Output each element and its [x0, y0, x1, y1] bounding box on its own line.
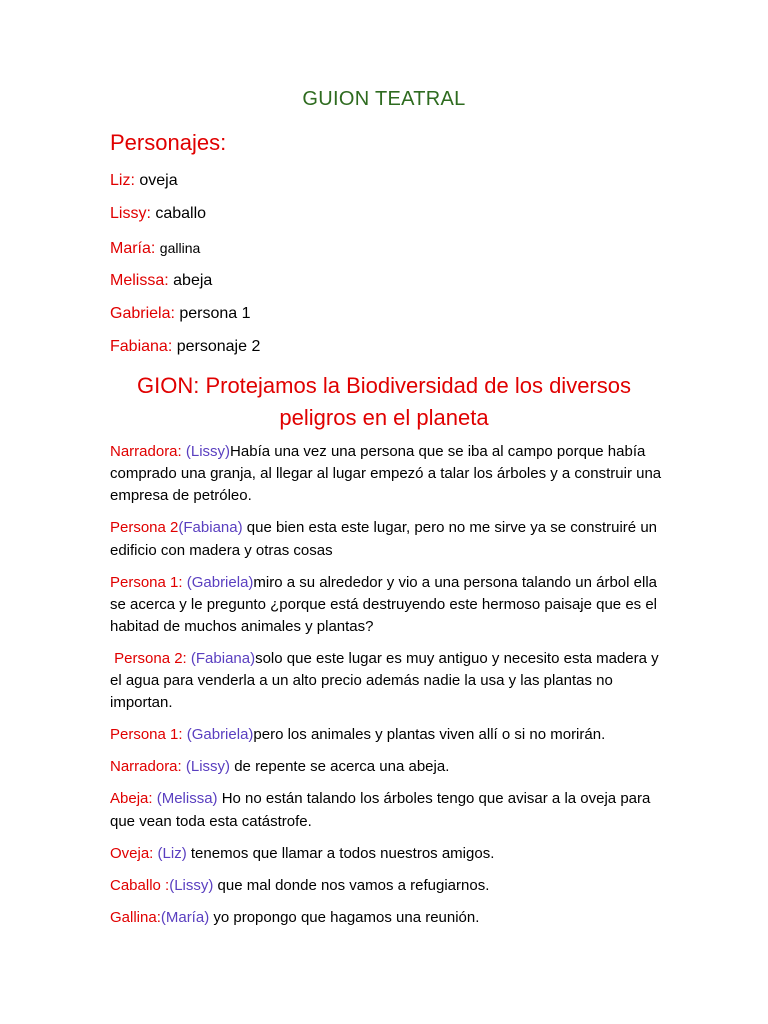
speaker-label: Caballo :: [110, 876, 170, 894]
dialogue-section: [110, 441, 662, 939]
line-text: que bien esta este lugar, pero no me sirve ya se construiré un edificio con madera y otras cosas: [110, 519, 657, 559]
character-name: Melissa:: [110, 271, 169, 289]
character-item: [110, 170, 260, 203]
actor-name: (Fabiana): [178, 519, 243, 537]
character-role: oveja: [139, 172, 178, 189]
character-role: persona 1: [179, 305, 251, 323]
speaker-label: Narradora:: [110, 758, 186, 776]
character-role: gallina: [159, 239, 201, 256]
actor-name: (Gabriela): [186, 726, 254, 744]
line-text: Ho no están talando los árboles tengo que avisar a la oveja para que vean toda esta catástrofe.: [110, 790, 651, 830]
actor-name: (Gabriela): [186, 573, 254, 591]
dialogue-line: [110, 907, 662, 929]
line-text: miro a su alrededor y vio a una persona talando un árbol ella se acerca y le pregunto ¿porque está destruyendo este hermoso paisaje que es el habitad de muchos animales y plantas?: [110, 573, 658, 636]
speaker-label: Narradora:: [110, 443, 186, 460]
character-name: Fabiana:: [110, 338, 173, 356]
character-item: [110, 203, 260, 236]
document-title: GUION TEATRAL: [302, 88, 466, 110]
character-item: [110, 336, 260, 369]
character-name: María:: [110, 239, 156, 257]
speaker-label: Persona 2:: [110, 650, 191, 668]
character-role: personaje 2: [176, 338, 261, 356]
actor-name: (Liz): [157, 844, 187, 862]
actor-name: (Melissa): [156, 790, 218, 808]
character-name: Lissy:: [110, 205, 151, 223]
speaker-label: Oveja:: [110, 844, 158, 862]
line-text: de repente se acerca una abeja.: [230, 758, 450, 776]
dialogue-line: [110, 788, 662, 832]
characters-heading: Personajes:: [110, 130, 227, 155]
actor-name: (Lissy): [185, 443, 231, 460]
character-item: [110, 270, 260, 303]
speaker-label: Persona 1:: [110, 573, 187, 591]
dialogue-line: [110, 572, 662, 639]
dialogue-line: [110, 648, 662, 715]
dialogue-line: [110, 441, 662, 508]
character-role: abeja: [173, 271, 213, 289]
line-text: tenemos que llamar a todos nuestros amigos.: [186, 844, 495, 862]
character-list: [110, 170, 260, 370]
line-text: que mal donde nos vamos a refugiarnos.: [213, 876, 490, 894]
speaker-label: Gallina:: [110, 908, 161, 926]
line-text: Había una vez una persona que se iba al campo porque había comprado una granja, al llegar al lugar empezó a talar los árboles y a construir una empresa de petróleo.: [110, 443, 662, 505]
dialogue-line: [110, 517, 662, 561]
actor-name: (Fabiana): [190, 650, 256, 668]
actor-name: (Lissy): [185, 758, 231, 776]
line-text: pero los animales y plantas viven allí o si no morirán.: [253, 726, 606, 744]
character-item: [110, 237, 260, 270]
dialogue-line: [110, 724, 662, 746]
actor-name: (Lissy): [169, 876, 214, 894]
character-role: caballo: [155, 205, 207, 223]
character-item: [110, 303, 260, 336]
actor-name: (María): [160, 908, 210, 926]
speaker-label: Persona 1:: [110, 726, 187, 744]
line-text: solo que este lugar es muy antiguo y necesito esta madera y el agua para venderla a un alto precio además nadie la usa y las plantas no importan.: [110, 650, 663, 712]
dialogue-line: [110, 843, 662, 865]
speaker-label: Abeja:: [110, 790, 157, 808]
line-text: yo propongo que hagamos una reunión.: [209, 908, 480, 926]
dialogue-line: [110, 875, 662, 897]
script-title: GION: Protejamos la Biodiversidad de los diversos peligros en el planeta: [137, 373, 631, 430]
character-name: Liz:: [110, 172, 135, 189]
character-name: Gabriela:: [110, 305, 175, 323]
dialogue-line: [110, 756, 662, 778]
speaker-label: Persona 2: [110, 519, 179, 537]
